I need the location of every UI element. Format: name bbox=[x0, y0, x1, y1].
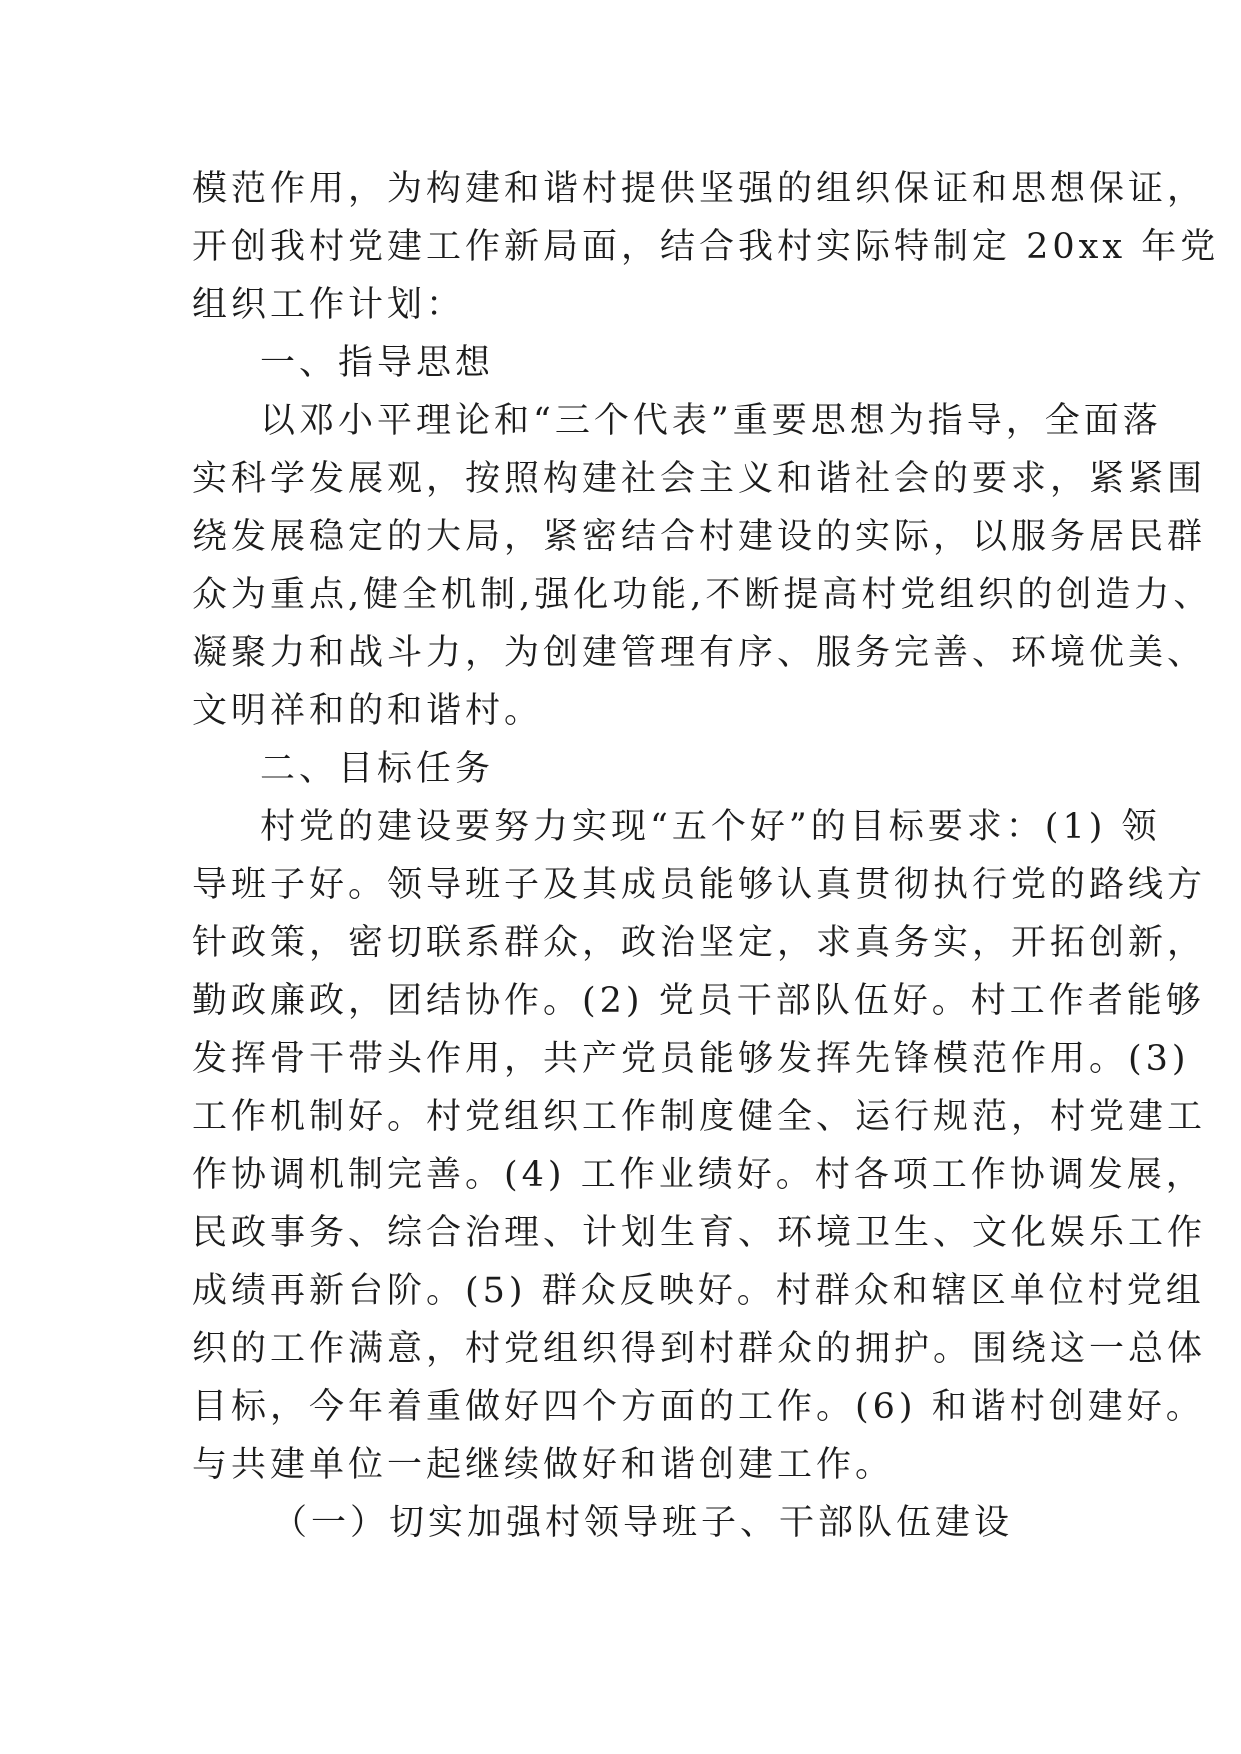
text-line: 工作机制好。村党组织工作制度健全、运行规范，村党建工 bbox=[192, 1097, 1207, 1137]
text-line: 发挥骨干带头作用，共产党员能够发挥先锋模范作用。(3) bbox=[192, 1039, 1190, 1079]
text-line: 众为重点,健全机制,强化功能,不断提高村党组织的创造力、 bbox=[192, 575, 1213, 615]
paragraph-first-line: 村党的建设要努力实现“五个好”的目标要求：(1) 领 bbox=[260, 807, 1161, 847]
text-line: 凝聚力和战斗力，为创建管理有序、服务完善、环境优美、 bbox=[192, 633, 1207, 673]
text-line: 组织工作计划： bbox=[192, 285, 466, 325]
section-heading: 二、目标任务 bbox=[260, 749, 495, 789]
text-line: 成绩再新台阶。(5) 群众反映好。村群众和辖区单位村党组 bbox=[192, 1271, 1205, 1311]
text-line: 模范作用，为构建和谐村提供坚强的组织保证和思想保证， bbox=[192, 169, 1207, 209]
document-body bbox=[192, 160, 1220, 1552]
text-line: 绕发展稳定的大局，紧密结合村建设的实际，以服务居民群 bbox=[192, 517, 1207, 557]
text-line: 织的工作满意，村党组织得到村群众的拥护。围绕这一总体 bbox=[192, 1329, 1207, 1369]
text-line: 文明祥和的和谐村。 bbox=[192, 691, 544, 731]
text-line: 作协调机制完善。(4) 工作业绩好。村各项工作协调发展， bbox=[192, 1155, 1205, 1195]
section-heading: 一、指导思想 bbox=[260, 343, 495, 383]
text-line: 民政事务、综合治理、计划生育、环境卫生、文化娱乐工作 bbox=[192, 1213, 1207, 1253]
paragraph-first-line: 以邓小平理论和“三个代表”重要思想为指导，全面落 bbox=[260, 401, 1162, 441]
text-line: 勤政廉政，团结协作。(2) 党员干部队伍好。村工作者能够 bbox=[192, 981, 1205, 1021]
text-line: 开创我村党建工作新局面，结合我村实际特制定 20xx 年党 bbox=[192, 227, 1220, 267]
text-line: 针政策，密切联系群众，政治坚定，求真务实，开拓创新， bbox=[192, 923, 1207, 963]
text-line: 目标，今年着重做好四个方面的工作。(6) 和谐村创建好。 bbox=[192, 1387, 1205, 1427]
text-line: 实科学发展观，按照构建社会主义和谐社会的要求，紧紧围 bbox=[192, 459, 1207, 499]
subsection-heading: （一）切实加强村领导班子、干部队伍建设 bbox=[272, 1503, 1014, 1543]
text-line: 与共建单位一起继续做好和谐创建工作。 bbox=[192, 1445, 895, 1485]
text-line: 导班子好。领导班子及其成员能够认真贯彻执行党的路线方 bbox=[192, 865, 1207, 905]
